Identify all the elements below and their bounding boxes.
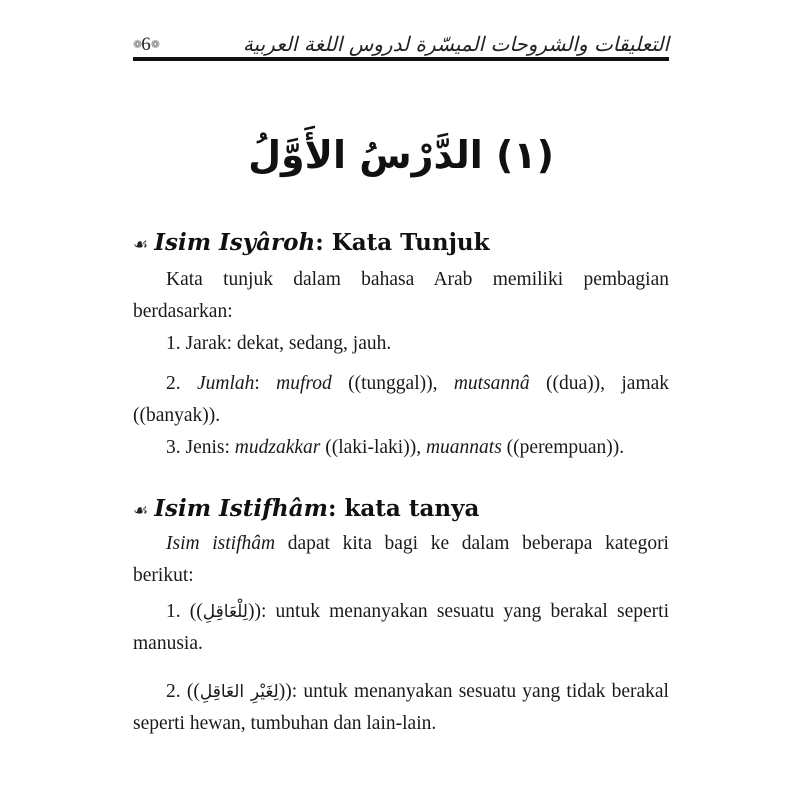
- fleuron-icon: ☙: [133, 235, 149, 255]
- arabic-term: لِلْعَاقِلِ: [202, 602, 248, 622]
- intro-text: dapat kita bagi ke dalam beberapa kategori berikut:: [133, 533, 669, 586]
- term-italic: Isim istifhâm: [166, 533, 276, 554]
- paragraph-intro-istifham: [133, 528, 669, 592]
- running-title: التعليقات والشروحات الميسّرة لدروس اللغة العربية: [242, 32, 669, 56]
- section-heading-istifham: [133, 494, 669, 526]
- term-italic: mudzakkar: [234, 437, 321, 458]
- item-number: 2.: [166, 373, 197, 394]
- page-number-value: 6: [141, 34, 151, 55]
- section-heading-isyaroh: [133, 228, 669, 260]
- term-italic: muannats: [425, 437, 502, 458]
- item-text: )): untuk menanyakan sesuatu yang berakal seperti manusia.: [133, 601, 669, 654]
- paragraph-intro-isyaroh: Kata tunjuk dalam bahasa Arab memiliki pembagian berdasarkan:: [133, 269, 669, 322]
- item-text: :: [254, 373, 277, 394]
- item-text: ((tunggal)),: [331, 373, 454, 394]
- heading-rest: : Kata Tunjuk: [315, 229, 490, 256]
- list-item: 1. Jarak: dekat, sedang, jauh.: [166, 333, 392, 354]
- running-header: [133, 30, 669, 56]
- book-page: [133, 0, 669, 801]
- ornament-left-icon: ❁: [133, 39, 142, 51]
- heading-italic: Isim Isyâroh: [154, 229, 316, 256]
- item-text: ((laki-laki)),: [320, 437, 426, 458]
- list-item: [133, 368, 669, 432]
- term-italic: Jumlah: [196, 373, 255, 394]
- item-text: ((perempuan)).: [501, 437, 625, 458]
- term-italic: mufrod: [276, 373, 332, 394]
- list-item: [133, 596, 669, 660]
- list-item: [133, 676, 669, 740]
- heading-italic: Isim Istifhâm: [154, 495, 328, 522]
- ornament-right-icon: ❁: [150, 39, 159, 51]
- item-number: 3. Jenis:: [166, 437, 235, 458]
- item-text: )): untuk menanyakan sesuatu yang tidak berakal seperti hewan, tumbuhan dan lain-lain.: [133, 681, 669, 734]
- header-rule: [133, 57, 669, 61]
- arabic-term: لِغَيْرِ العَاقِلِ: [199, 682, 279, 702]
- heading-rest: : kata tanya: [327, 495, 480, 522]
- item-number: 1. ((: [166, 601, 203, 622]
- page-number: [133, 34, 159, 56]
- item-number: 2. ((: [166, 681, 200, 702]
- list-item: [133, 432, 669, 464]
- lesson-title: (١) الدَّرْسُ الأَوَّلُ: [248, 133, 554, 177]
- fleuron-icon: ☙: [133, 501, 149, 521]
- item-text: ((dua)), jamak ((banyak)).: [133, 373, 670, 426]
- term-italic: mutsannâ: [453, 373, 530, 394]
